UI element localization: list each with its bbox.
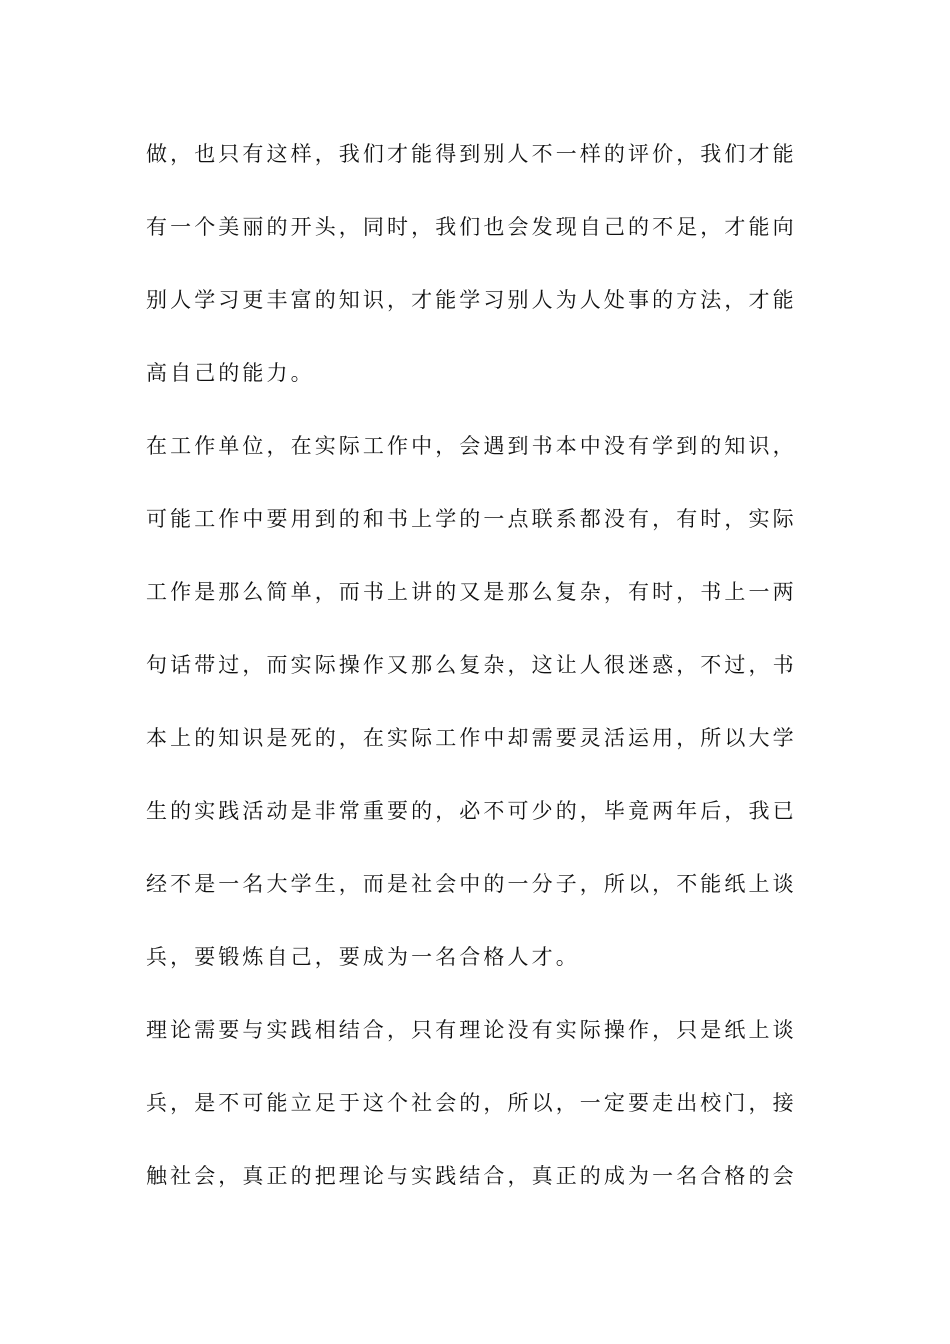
body-text xyxy=(146,131,806,1226)
text-line: 触社会，真正的把理论与实践结合，真正的成为一名合格的会 xyxy=(146,1164,797,1188)
text-line: 理论需要与实践相结合，只有理论没有实际操作，只是纸上谈 xyxy=(146,1018,797,1042)
text-line: 经不是一名大学生，而是社会中的一分子，所以，不能纸上谈 xyxy=(146,872,797,896)
text-line: 别人学习更丰富的知识，才能学习别人为人处事的方法，才能 xyxy=(146,288,797,312)
text-line: 生的实践活动是非常重要的，必不可少的，毕竟两年后，我已 xyxy=(146,799,797,823)
text-line: 兵，要锻炼自己，要成为一名合格人才。 xyxy=(146,945,580,969)
text-line: 本上的知识是死的，在实际工作中却需要灵活运用，所以大学 xyxy=(146,726,797,750)
text-line: 句话带过，而实际操作又那么复杂，这让人很迷惑，不过，书 xyxy=(146,653,797,677)
text-line: 高自己的能力。 xyxy=(146,361,315,385)
text-line: 做，也只有这样，我们才能得到别人不一样的评价，我们才能 xyxy=(146,142,797,166)
text-line: 工作是那么简单，而书上讲的又是那么复杂，有时，书上一两 xyxy=(146,580,797,604)
text-line: 在工作单位，在实际工作中，会遇到书本中没有学到的知识， xyxy=(146,434,797,458)
text-line: 有一个美丽的开头，同时，我们也会发现自己的不足，才能向 xyxy=(146,215,797,239)
text-line: 可能工作中要用到的和书上学的一点联系都没有，有时，实际 xyxy=(146,507,797,531)
text-line: 兵，是不可能立足于这个社会的，所以，一定要走出校门，接 xyxy=(146,1091,797,1115)
